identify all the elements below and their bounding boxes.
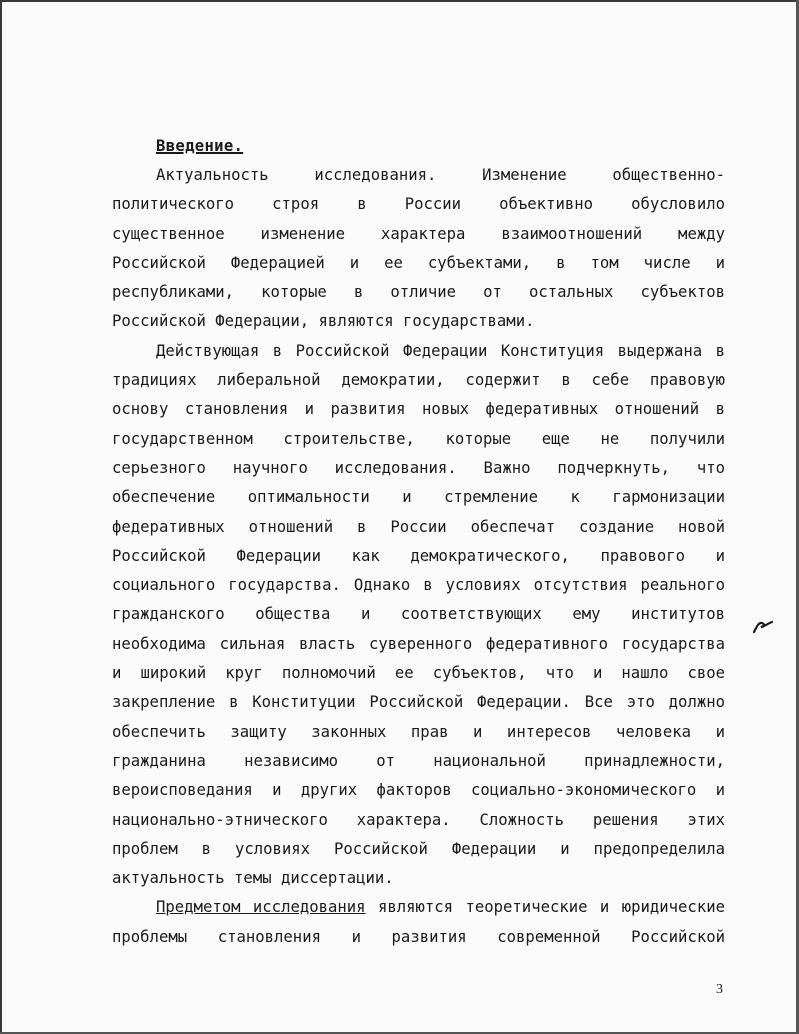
text-line <box>112 893 725 922</box>
text-line: традициях либеральной демократии, содержит в себе правовую <box>112 371 725 390</box>
subject-line-rest: являются теоретические и юридические <box>365 898 725 917</box>
subject-label: Предметом исследования <box>156 898 366 917</box>
text-line: проблемы становления и развития современной Российской <box>112 927 725 946</box>
text-line: республиками, которые в отличие от остальных субъектов <box>112 283 725 302</box>
text-line: Действующая в Российской Федерации Конституция выдержана в <box>156 341 725 360</box>
text-line: проблем в условиях Российской Федерации и предопределила <box>112 839 725 858</box>
document-body <box>112 132 725 952</box>
text-line: гражданского общества и соответствующих ему институтов <box>112 605 725 624</box>
text-line: вероисповедания и других факторов социально-экономического и <box>112 781 725 800</box>
text-line: Актуальность исследования. Изменение общественно- <box>156 166 725 184</box>
text-line: социального государства. Однако в условиях отсутствия реального <box>112 576 725 595</box>
scan-edge-top <box>0 0 799 2</box>
text-line: политического строя в России объективно обусловило <box>112 195 725 214</box>
text-line: актуальность темы диссертации. <box>112 869 394 888</box>
scan-edge-left <box>0 0 2 1034</box>
margin-checkmark-icon <box>752 618 774 634</box>
paragraph-relevance <box>112 161 725 337</box>
page-number: 3 <box>716 982 723 997</box>
paragraph-constitution <box>112 337 725 894</box>
text-line: обеспечение оптимальности и стремление к гармонизации <box>112 488 725 507</box>
text-line: необходима сильная власть суверенного федеративного государства <box>112 634 725 653</box>
paragraph-subject <box>112 893 725 952</box>
section-heading: Введение. <box>156 137 244 155</box>
text-line: основу становления и развития новых федеративных отношений в <box>112 400 725 419</box>
text-line: обеспечить защиту законных прав и интересов человека и <box>112 722 725 741</box>
text-line: и широкий круг полномочий ее субъектов, что и нашло свое <box>112 664 725 683</box>
text-line: Российской Федерации как демократического, правового и <box>112 546 725 565</box>
text-line: федеративных отношений в России обеспечат создание новой <box>112 517 725 536</box>
text-line: гражданина независимо от национальной принадлежности, <box>112 751 725 770</box>
text-line: Российской Федерацией и ее субъектами, в том числе и <box>112 253 725 272</box>
text-line: национально-этнического характера. Сложность решения этих <box>112 810 725 829</box>
text-line: существенное изменение характера взаимоотношений между <box>112 224 725 243</box>
text-line: государственном строительстве, которые еще не получили <box>112 429 725 448</box>
text-line: Российской Федерации, являются государствами. <box>112 312 535 331</box>
text-line: серьезного научного исследования. Важно подчеркнуть, что <box>112 458 725 477</box>
text-line: закрепление в Конституции Российской Федерации. Все это должно <box>112 693 725 712</box>
